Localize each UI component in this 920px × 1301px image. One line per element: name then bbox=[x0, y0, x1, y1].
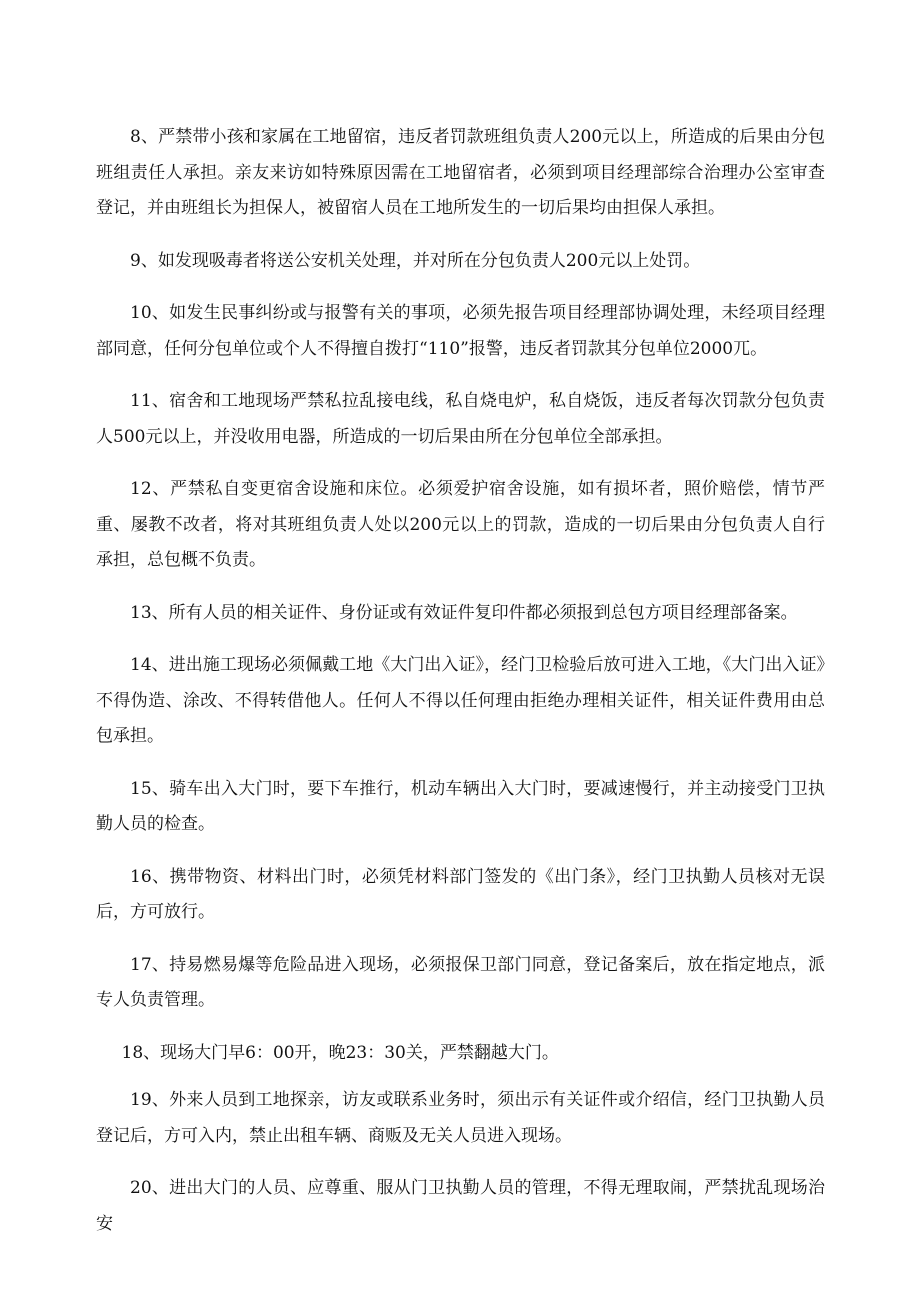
rule-10-paragraph: 10、如发生民事纠纷或与报警有关的事项，必须先报告项目经理部协调处理，未经项目经理部同意，任何分包单位或个人不得擅自拨打“110”报警，违反者罚款其分包单位2000兀。 bbox=[96, 303, 825, 359]
rule-19-paragraph: 19、外来人员到工地探亲，访友或联系业务时，须出示有关证件或介绍信，经门卫执勤人员登记后，方可入内，禁止出租车辆、商贩及无关人员进入现场。 bbox=[96, 1090, 825, 1146]
rule-15-paragraph: 15、骑车出入大门时，要下车推行，机动车辆出入大门时，要减速慢行，并主动接受门卫执勤人员的检查。 bbox=[96, 778, 825, 834]
rule-8-paragraph: 8、严禁带小孩和家属在工地留宿，违反者罚款班组负责人200元以上，所造成的后果由分包班组责任人承担。亲友来访如特殊原因需在工地留宿者，必须到项目经理部综合治理办公室审查登记，并由班组长为担保人，被留宿人员在工地所发生的一切后果均由担保人承担。 bbox=[96, 127, 825, 218]
rule-11-paragraph: 11、宿舍和工地现场严禁私拉乱接电线，私自烧电炉，私自烧饭，违反者每次罚款分包负责人500元以上，并没收用电器，所造成的一切后果由所在分包单位全部承担。 bbox=[96, 391, 825, 447]
rule-17-paragraph: 17、持易燃易爆等危险品进入现场，必须报保卫部门同意，登记备案后，放在指定地点，派专人负责管理。 bbox=[96, 954, 825, 1010]
rule-16-paragraph: 16、携带物资、材料出门时，必须凭材料部门签发的《出门条》，经门卫执勤人员核对无误后，方可放行。 bbox=[96, 866, 825, 922]
rule-20-paragraph: 20、进出大门的人员、应尊重、服从门卫执勤人员的管理，不得无理取闹，严禁扰乱现场治安 bbox=[96, 1178, 825, 1234]
rule-18-paragraph: 18、现场大门早6：00开，晚23：30关，严禁翻越大门。 bbox=[121, 1042, 559, 1063]
rule-12-paragraph: 12、严禁私自变更宿舍设施和床位。必须爱护宿舍设施，如有损坏者，照价赔偿，情节严重、屡教不改者，将对其班组负责人处以200元以上的罚款，造成的一切后果由分包负责人自行承担，总包概不负责。 bbox=[96, 479, 825, 570]
rule-14-paragraph: 14、进出施工现场必须佩戴工地《大门出入证》，经门卫检验后放可进入工地，《大门出入证》不得伪造、涂改、不得转借他人。任何人不得以任何理由拒绝办理相关证件，相关证件费用由总包承担。 bbox=[96, 655, 825, 746]
rule-13-paragraph: 13、所有人员的相关证件、身份证或有效证件复印件都必须报到总包方项目经理部备案。 bbox=[130, 602, 798, 623]
rule-9-paragraph: 9、如发现吸毒者将送公安机关处理，并对所在分包负责人200元以上处罚。 bbox=[130, 250, 701, 271]
